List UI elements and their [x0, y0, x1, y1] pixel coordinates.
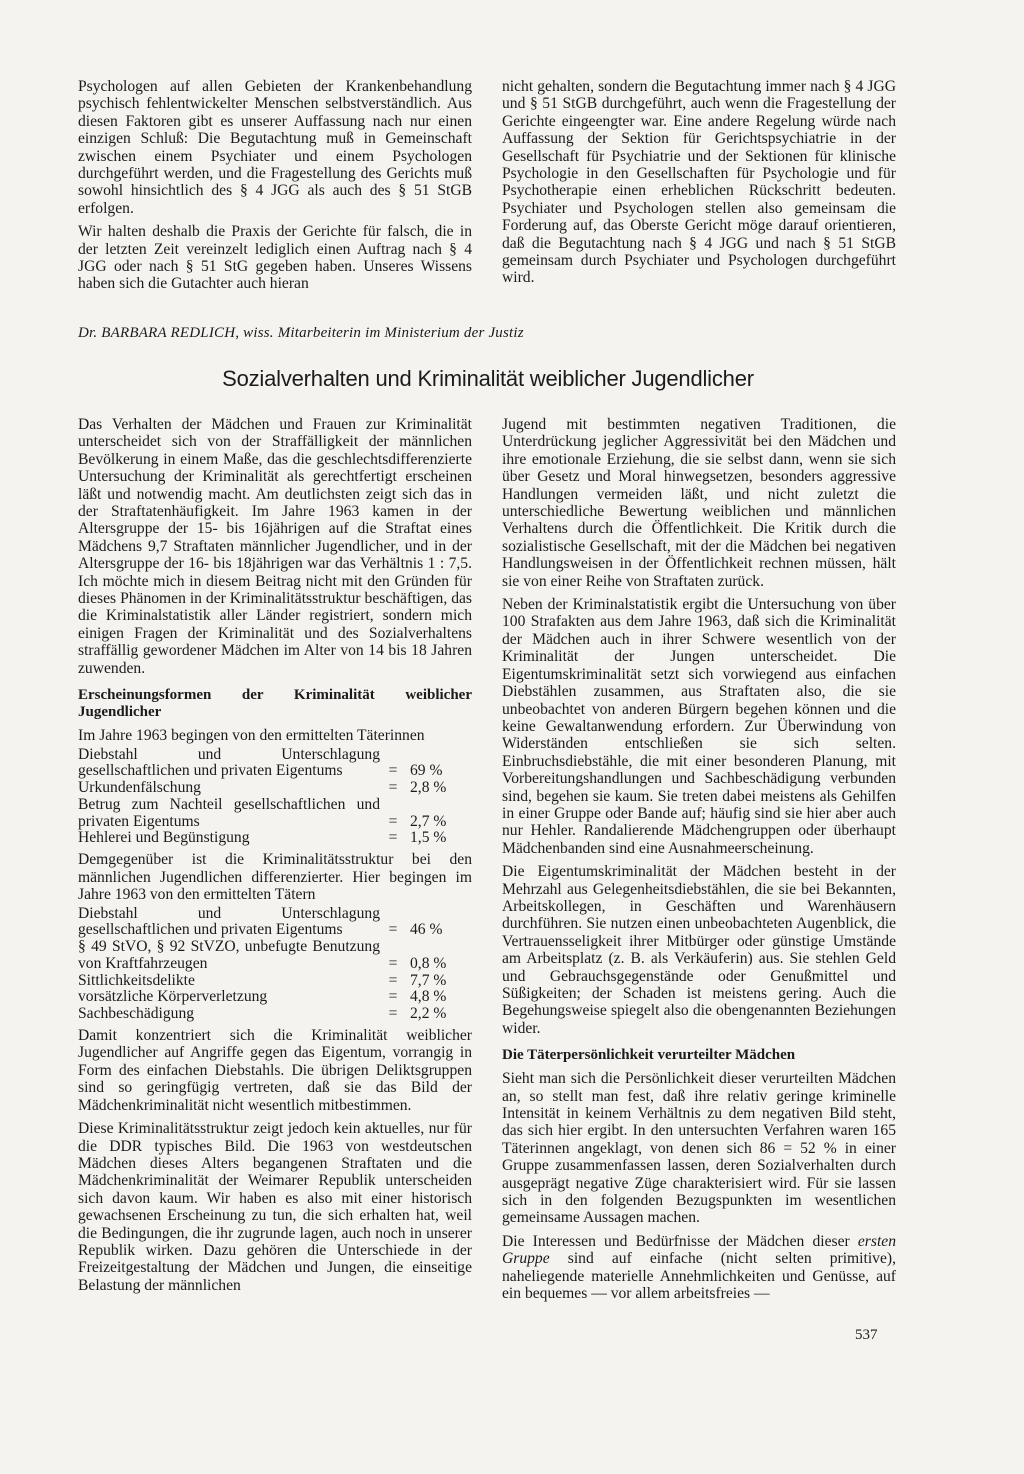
- stats-value: 7,7 %: [410, 971, 447, 989]
- stats-value: 4,8 %: [410, 988, 447, 1006]
- stats-value: 2,8 %: [410, 779, 447, 797]
- article-right-column: [502, 416, 896, 1309]
- stats-label: Sittlichkeitsdelikte: [78, 971, 195, 989]
- stats-row: [78, 989, 472, 1006]
- paragraph: nicht gehalten, sondern die Begutachtung immer nach § 4 JGG und § 51 StGB durchgeführt, auch wenn die Fragestellung der Gerichte eingeengter war. Eine andere Regelung würde nach Auffassung der Sektion für Gerichtspsychiatrie in der Gesellschaft für Psychiatrie und der Sektionen für klinische Psychologie in den Gesellschaften für Psychologie und für Psychotherapie einen erheblichen Rückschritt bedeuten. Psychiater und Psychologen stellen also gemeinsam die Forderung auf, das Oberste Gericht möge darauf orientieren, daß die Begutachtung nach § 4 JGG und nach § 51 StGB gemeinsam durch Psychiater und Psychologen durchgeführt wird.: [502, 78, 896, 287]
- stats-label: Hehlerei und Begünstigung: [78, 829, 250, 847]
- female-stats-table: [78, 747, 472, 848]
- top-left-column: [78, 78, 472, 299]
- equals-sign: =: [388, 921, 398, 939]
- stats-row: [78, 780, 472, 797]
- equals-sign: =: [388, 779, 398, 797]
- stats-row: [78, 1006, 472, 1023]
- stats-row: [78, 939, 472, 973]
- equals-sign: =: [388, 762, 398, 780]
- equals-sign: =: [388, 954, 398, 972]
- paragraph: Damit konzentriert sich die Kriminalität weiblicher Jugendlicher auf Angriffe gegen das Eigentum, vorrangig in Form des einfachen Diebstahls. Die übrigen Deliktsgruppen sind so geringfügig vertreten, daß sie das Bild der Mädchenkriminalität nicht wesentlich mitbestimmen.: [78, 1027, 472, 1114]
- paragraph: Diese Kriminalitätsstruktur zeigt jedoch kein aktuelles, nur für die DDR typisches Bild. Die 1963 von westdeutschen Mädchen dieses Alters begangenen Straftaten und die Mädchenkriminalität der Weimarer Republik unterscheiden sich davon kaum. Wir haben es also mit einer historisch gewachsenen Erscheinung zu tun, die sich erhalten hat, weil die Bedingungen, die ihr zugrunde lagen, auch noch in unserer Republik wirken. Dazu gehören die Unterschiede in der Freizeitgestaltung der Mädchen und Jungen, die einseitige Belastung der männlichen: [78, 1120, 472, 1294]
- stats-value: 1,5 %: [410, 829, 447, 847]
- author-line: Dr. BARBARA REDLICH, wiss. Mitarbeiterin im Ministerium der Justiz: [78, 325, 524, 341]
- stats-row: [78, 830, 472, 847]
- paragraph: Jugend mit bestimmten negativen Traditionen, die Unterdrückung jeglicher Aggressivität bei den Mädchen und ihre emotionale Erziehung, die sie selbst dann, wenn sie sich über Gesetz und Moral hinwegsetzen, besonders aggressive Handlungen vermeiden läßt, und nicht zuletzt die unterschiedliche Bewertung weiblichen und männlichen Verhaltens durch die Öffentlichkeit. Die Kritik durch die sozialistische Gesellschaft, mit der die Mädchen bei negativen Handlungsweisen in der Öffentlichkeit rechnen müssen, hält sie von einer Reihe von Straftaten zurück.: [502, 416, 896, 590]
- section-heading: Erscheinungsformen der Kriminalität weiblicher Jugendlicher: [78, 687, 472, 721]
- stats-label: Betrug zum Nachteil gesellschaftlichen und privaten Eigentums: [78, 795, 380, 830]
- paragraph: Sieht man sich die Persönlichkeit dieser verurteilten Mädchen an, so stellt man fest, daß ihre relativ geringe kriminelle Intensität in keinem Verhältnis zu dem negativen Bild steht, das sich hier ergibt. In den untersuchten Verfahren waren 165 Täterinnen angeklagt, von denen sich 86 = 52 % in einer Gruppe zusammenfassen lassen, deren Sozialverhalten durch ausgeprägt negative Züge charakterisiert wird. Für sie lassen sich in den folgenden Bezugspunkten im wesentlichen gemeinsame Aussagen machen.: [502, 1070, 896, 1227]
- paragraph: Das Verhalten der Mädchen und Frauen zur Kriminalität unterscheidet sich von der Straffälligkeit der männlichen Bevölkerung in einem Maße, das die geschlechtsdifferenzierte Untersuchung der Kriminalität als gerechtfertigt erscheinen läßt und notwendig macht. Am deutlichsten zeigt sich das in der Straftatenhäufigkeit. Im Jahre 1963 kamen in der Altersgruppe der 15- bis 16jährigen auf die Straftat eines Mädchens 9,7 Straftaten männlicher Jugendlicher, und in der Altersgruppe der 16- bis 18jährigen war das Verhältnis 1 : 7,5. Ich möchte mich in diesem Beitrag nicht mit den Gründen für dieses Phänomen in der Kriminalitätsstruktur beschäftigen, das die Kriminalstatistik aller Länder registriert, sondern mich einigen Fragen der Kriminalität und des Sozialverhaltens straffällig gewordener Mädchen im Alter von 14 bis 18 Jahren zuwenden.: [78, 416, 472, 677]
- equals-sign: =: [388, 1005, 398, 1023]
- stats-row: [78, 906, 472, 940]
- paragraph: Die Eigentumskriminalität der Mädchen besteht in der Mehrzahl aus Gelegenheitsdiebstählen, die sie bei Bekannten, Arbeitskollegen, in Geschäften und Warenhäusern durchführen. Sie nutzen einen unbeobachteten Augenblick, die Vertrauensseligkeit ihrer Mitbürger oder günstige Umstände am Arbeitsplatz (z. B. als Verkäuferin) aus. Sie stehlen Geld und Gebrauchsgegenstände oder Genußmittel und Süßigkeiten; der Schaden ist meistens gering. Auch die Begehungsweise spiegelt also die obengenannten Beziehungen wider.: [502, 863, 896, 1037]
- stats-label: Diebstahl und Unterschlagung gesellschaftlichen und privaten Eigentums: [78, 745, 380, 780]
- stats-row: [78, 747, 472, 781]
- section-heading: Die Täterpersönlichkeit verurteilter Mädchen: [502, 1047, 796, 1064]
- stats-value: 0,8 %: [410, 954, 447, 972]
- article-left-column: [78, 416, 472, 1300]
- paragraph: Psychologen auf allen Gebieten der Krankenbehandlung psychisch fehlentwickelter Menschen selbstverständlich. Aus diesen Faktoren gibt es unserer Auffassung nach nur einen einzigen Schluß: Die Begutachtung muß in Gemeinschaft zwischen einem Psychiater und einem Psychologen durchgeführt werden, und die Fragestellung des Gerichts muß sowohl hinsichtlich des § 4 JGG als auch des § 51 StGB erfolgen.: [78, 78, 472, 217]
- stats-value: 69 %: [410, 762, 443, 780]
- stats-row: [78, 973, 472, 990]
- page-number: 537: [855, 1327, 878, 1343]
- stats-value: 2,2 %: [410, 1005, 447, 1023]
- paragraph: [502, 1233, 896, 1303]
- paragraph: Wir halten deshalb die Praxis der Gerichte für falsch, die in der letzten Zeit vereinzelt lediglich einen Auftrag nach § 4 JGG oder nach § 51 StG gegeben haben. Unseres Wissens haben sich die Gutachter auch hieran: [78, 223, 472, 293]
- stats-label: Diebstahl und Unterschlagung gesellschaftlichen und privaten Eigentums: [78, 904, 380, 939]
- stats-label: Urkundenfälschung: [78, 779, 201, 797]
- top-right-column: [502, 78, 896, 293]
- paragraph: Im Jahre 1963 begingen von den ermittelten Täterinnen: [78, 727, 425, 745]
- stats-label: vorsätzliche Körperverletzung: [78, 988, 268, 1006]
- paragraph-text: Die Interessen und Bedürfnisse der Mädchen dieser: [502, 1232, 850, 1250]
- stats-value: 2,7 %: [410, 812, 447, 830]
- stats-label: Sachbeschädigung: [78, 1005, 195, 1023]
- male-stats-table: [78, 906, 472, 1024]
- paragraph: Neben der Kriminalstatistik ergibt die Untersuchung von über 100 Strafakten aus dem Jahre 1963, daß sich die Kriminalität der Mädchen auch in ihrer Schwere wesentlich von der Kriminalität der Jungen unterscheidet. Die Eigentumskriminalität setzt sich vorwiegend aus einfachen Diebstählen zusammen, aus Straftaten also, die sie unbeobachtet von anderen Bürgern begehen können und die keine Gewaltanwendung erfordern. Zur Überwindung von Widerständen entschließen sie sich selten. Einbruchsdiebstähle, die mit einer besonderen Planung, mit Vorbereitungshandlungen und Sachbeschädigung verbunden sind, begehen sie kaum. Sie treten dabei meistens als Gehilfen in einer Gruppe oder Bande auf; häufig sind sie hier aber auch nur Hehler. Randalierende Mädchengruppen oder überhaupt Mädchenbanden sind eine Ausnahmeerscheinung.: [502, 596, 896, 857]
- stats-value: 46 %: [410, 921, 443, 939]
- paragraph-text: sind auf einfache (nicht selten primitive), naheliegende materielle Annehmlichkeiten und Genüsse, auf ein bequemes — vor allem arbeitsfreies —: [502, 1250, 896, 1303]
- emphasis-text: ersten Gruppe: [502, 1232, 896, 1268]
- equals-sign: =: [388, 812, 398, 830]
- paragraph: Demgegenüber ist die Kriminalitätsstruktur bei den männlichen Jugendlichen differenzierter. Hier begingen im Jahre 1963 von den ermittelten Tätern: [78, 851, 472, 904]
- stats-label: § 49 StVO, § 92 StVZO, unbefugte Benutzung von Kraftfahrzeugen: [78, 938, 380, 972]
- equals-sign: =: [388, 829, 398, 847]
- equals-sign: =: [388, 988, 398, 1006]
- stats-row: [78, 797, 472, 831]
- article-title: Sozialverhalten und Kriminalität weiblicher Jugendlicher: [222, 366, 754, 391]
- equals-sign: =: [388, 971, 398, 989]
